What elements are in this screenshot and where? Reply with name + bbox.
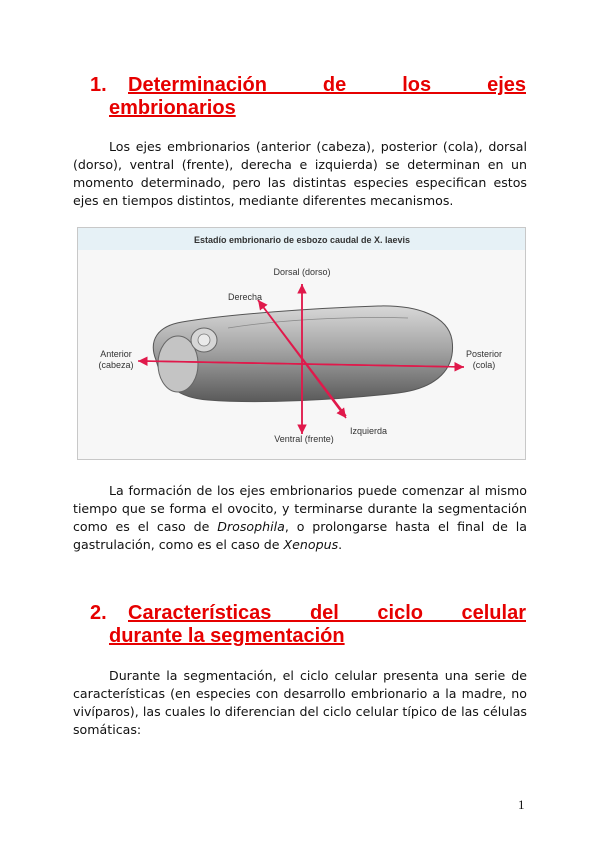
paragraph-text (73, 482, 527, 554)
section-2-number: 2. (90, 602, 107, 624)
paragraph-text: Los ejes embrionarios (anterior (cabeza), posterior (cola), dorsal (dorso), ventral (frente), derecha e izquierda) se determinan en un momento determinado, pero las distintas especies especifican estos ejes en tiempos distintos, mediante diferentes mecanismos. (73, 139, 527, 208)
embryo-eye-inner (198, 334, 210, 346)
label-dorsal: Dorsal (dorso) (273, 267, 331, 277)
embryo-axes-figure (77, 227, 526, 460)
para2-text-a: La formación de los ejes embrionarios puede comenzar al mismo tiempo que se forma el ovocito, y terminarse durante la segmentación como es el caso de (73, 483, 527, 534)
section-2-title-line1: Características del ciclo celular (128, 602, 526, 624)
section-1-title-line2: embrionarios (109, 97, 236, 119)
embryo-diagram (78, 228, 525, 459)
label-derecha: Derecha (228, 292, 263, 302)
label-izquierda: Izquierda (350, 426, 388, 436)
paragraph-text: Durante la segmentación, el ciclo celular presenta una serie de características (en especies con desarrollo embrionario a la madre, no vivíparos), las cuales lo diferencian del ciclo celular típico de las células somáticas: (73, 668, 527, 737)
label-posterior-1: Posterior (465, 349, 503, 359)
section-1-number: 1. (90, 74, 107, 96)
label-posterior-2: (cola) (472, 360, 496, 370)
section-2-paragraph-1 (73, 667, 527, 739)
section-1-paragraph-1 (73, 138, 527, 210)
label-anterior-1: Anterior (100, 349, 132, 359)
species-drosophila: Drosophila (217, 519, 285, 534)
section-1-paragraph-2 (73, 482, 527, 554)
page-number: 1 (518, 797, 525, 812)
species-xenopus: Xenopus (283, 537, 339, 552)
section-2-title-line2: durante la segmentación (109, 625, 345, 647)
para2-text-c: . (338, 537, 343, 552)
figure-caption: Estadío embrionario de esbozo caudal de X. laevis (193, 235, 411, 245)
section-1-title-line1: Determinación de los ejes (128, 74, 526, 96)
label-ventral: Ventral (frente) (274, 434, 334, 444)
label-anterior-2: (cabeza) (98, 360, 134, 370)
para2-text-b: , o prolongarse hasta el final de la gastrulación, como es el caso de (73, 519, 527, 552)
